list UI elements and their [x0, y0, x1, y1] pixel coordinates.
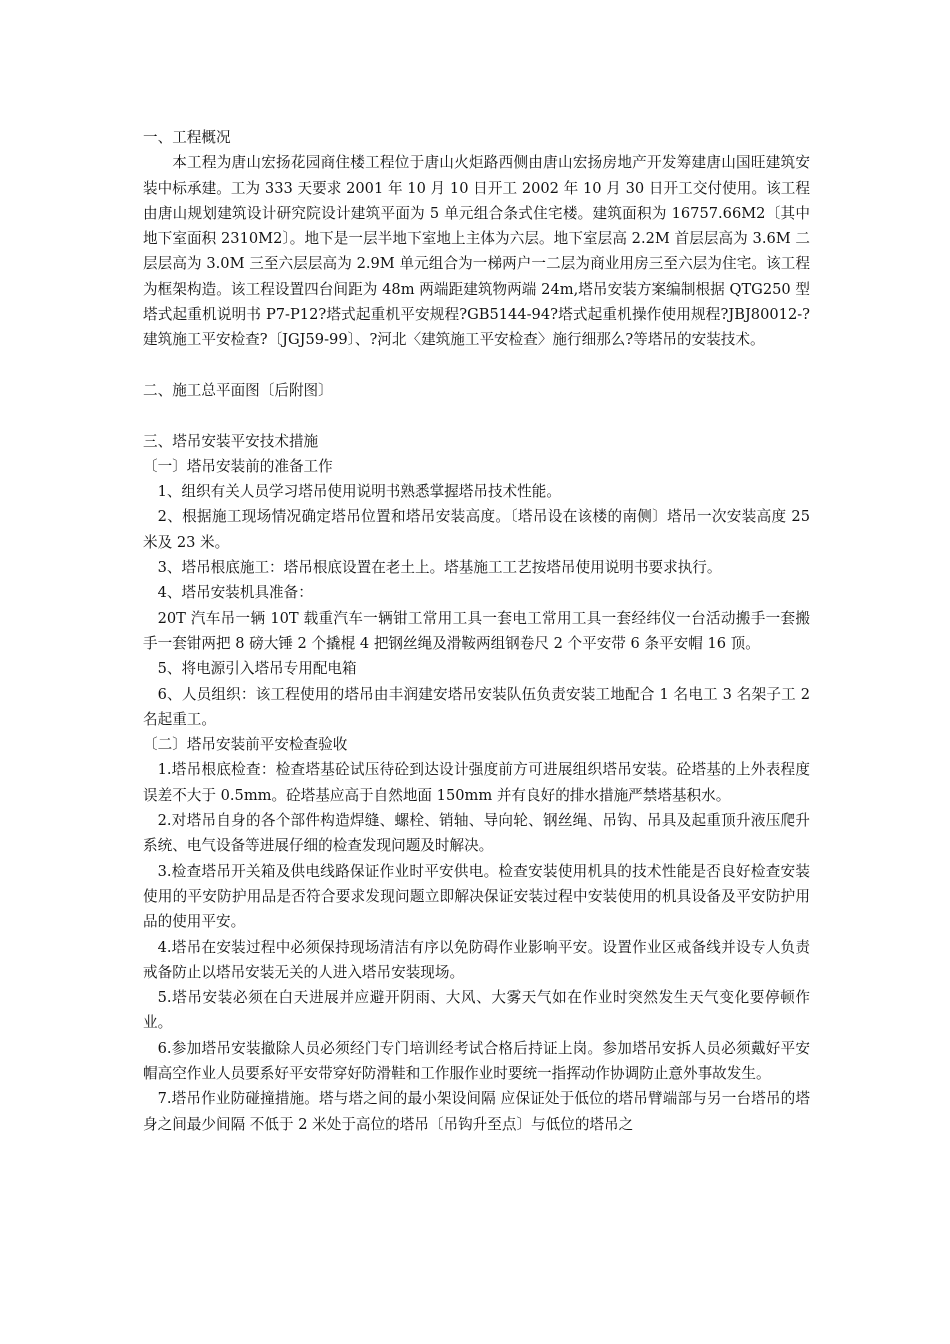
list-item: 3.检查塔吊开关箱及供电线路保证作业时平安供电。检查安装使用机具的技术性能是否良好检查安装使用的平安防护用品是否符合要求发现问题立即解决保证安装过程中安装使用的机具设备及平安防护用品的使用平安。 — [143, 862, 810, 931]
section-heading-safety-measures: 三、塔吊安装平安技术措施 — [143, 432, 319, 450]
list-item: 4.塔吊在安装过程中必须保持现场清洁有序以免防碍作业影响平安。设置作业区戒备线并设专人负责戒备防止以塔吊安装无关的人进入塔吊安装现场。 — [143, 938, 810, 981]
list-item: 6、人员组织：该工程使用的塔吊由丰润建安塔吊安装队伍负责安装工地配合 1 名电工 3 名架子工 2 名起重工。 — [143, 685, 810, 728]
list-item: 1、组织有关人员学习塔吊使用说明书熟悉掌握塔吊技术性能。 — [157, 483, 561, 501]
list-item: 1.塔吊根底检查：检查塔基砼试压待砼到达设计强度前方可进展组织塔吊安装。砼塔基的上外表程度误差不大于 0.5mm。砼塔基应高于自然地面 150mm 并有良好的排水措施严禁塔基积水。 — [143, 761, 810, 804]
spacer — [143, 403, 810, 428]
list-item: 7.塔吊作业防碰撞措施。塔与塔之间的最小架设间隔 应保证处于低位的塔吊臂端部与另一台塔吊的塔身之间最少间隔 不低于 2 米处于高位的塔吊〔吊钩升至点〕与低位的塔吊之 — [143, 1090, 810, 1133]
subsection-heading-inspection: 〔二〕塔吊安装前平安检查验收 — [143, 736, 348, 754]
list-item: 3、塔吊根底施工：塔吊根底设置在老土上。塔基施工工艺按塔吊使用说明书要求执行。 — [157, 559, 722, 577]
list-item: 4、塔吊安装机具准备： — [157, 584, 313, 602]
section-heading-site-plan: 二、施工总平面图〔后附图〕 — [143, 381, 333, 399]
document-body — [143, 125, 810, 1137]
list-item: 5、将电源引入塔吊专用配电箱 — [157, 660, 357, 678]
list-item: 2.对塔吊自身的各个部件构造焊缝、螺栓、销轴、导向轮、钢丝绳、吊钩、吊具及起重顶升液压爬升系统、电气设备等进展仔细的检查发现问题及时解决。 — [143, 812, 810, 855]
spacer — [143, 353, 810, 378]
list-item: 2、根据施工现场情况确定塔吊位置和塔吊安装高度。〔塔吊设在该楼的南侧〕塔吊一次安装高度 25 米及 23 米。 — [143, 508, 810, 551]
overview-paragraph: 本工程为唐山宏扬花园商住楼工程位于唐山火炬路西侧由唐山宏扬房地产开发筹建唐山国旺建筑安装中标承建。工为 333 天要求 2001 年 10 月 10 日开工 2002 年 10 月 30 日开工交付使用。该工程由唐山规划建筑设计研究院设计建筑平面为 5 单元组合条式住宅楼。建筑面积为 16757.66M2〔其中地下室面积 2310M2〕。地下是一层半地下室地上主体为六层。地下室层高 2.2M 首层层高为 3.6M 二层层高为 3.0M 三至六层层高为 2.9M 单元组合为一梯两户一二层为商业用房三至六层为住宅。该工程为框架构造。该工程设置四台间距为 48m 两端距建筑物两端 24m,塔吊安装方案编制根据 QTG250 型塔式起重机说明书 P7-P12?塔式起重机平安规程?GB5144-94?塔式起重机操作使用规程?JBJ80012-?建筑施工平安检查?〔JGJ59-99〕、?河北〈建筑施工平安检查〉施行细那么?等塔吊的安装技术。 — [143, 154, 810, 349]
list-item: 6.参加塔吊安装撤除人员必须经门专门培训经考试合格后持证上岗。参加塔吊安拆人员必须戴好平安帽高空作业人员要系好平安带穿好防滑鞋和工作服作业时要统一指挥动作协调防止意外事故发生。 — [143, 1039, 810, 1082]
subsection-heading-preparation: 〔一〕塔吊安装前的准备工作 — [143, 457, 333, 475]
list-item: 5.塔吊安装必须在白天进展并应避开阴雨、大风、大雾天气如在作业时突然发生天气变化要停顿作业。 — [143, 989, 810, 1032]
section-heading-overview: 一、工程概况 — [143, 129, 231, 146]
list-item: 20T 汽车吊一辆 10T 载重汽车一辆钳工常用工具一套电工常用工具一套经纬仪一台活动搬手一套搬手一套钳两把 8 磅大锤 2 个撬棍 4 把钢丝绳及滑鞍两组钢卷尺 2 个平安带 6 条平安帽 16 顶。 — [143, 609, 810, 652]
